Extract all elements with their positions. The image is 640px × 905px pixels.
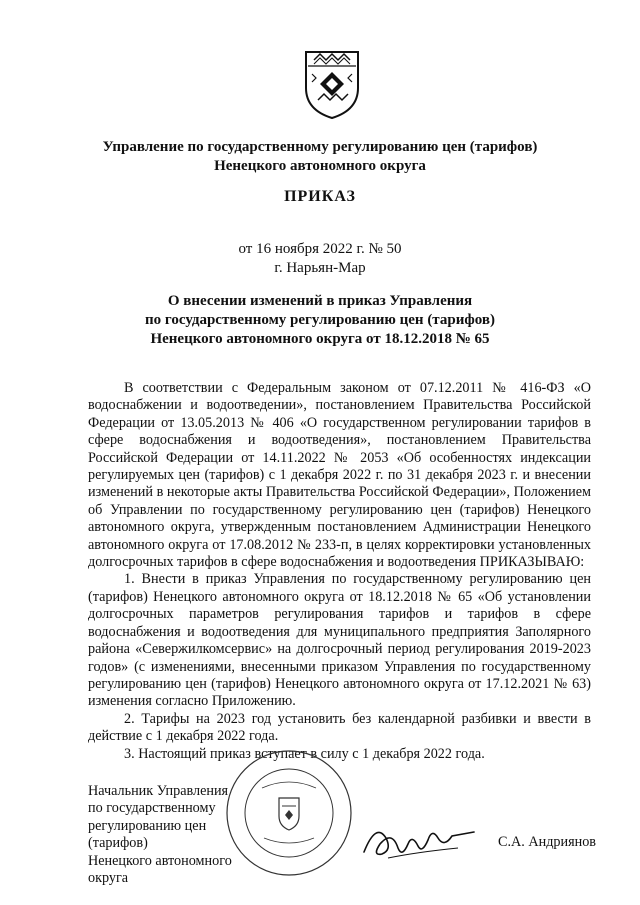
org-line-2: Ненецкого автономного округа	[214, 158, 426, 174]
date-and-place	[60, 240, 580, 278]
position-line-3: регулированию цен (тарифов)	[88, 817, 207, 852]
item-2-paragraph: 2. Тарифы на 2023 год установить без календарной разбивки и ввести в действие с 1 декабря 2022 года.	[88, 710, 591, 745]
org-line-1: Управление по государственному регулированию цен (тарифов)	[102, 139, 538, 155]
document-type: ПРИКАЗ	[284, 188, 356, 205]
position-line-2: по государственному	[88, 800, 216, 817]
coat-of-arms-icon	[300, 42, 364, 122]
item-3-paragraph: 3. Настоящий приказ вступает в силу с 1 декабря 2022 года.	[124, 745, 485, 762]
item-1-paragraph: 1. Внести в приказ Управления по государственному регулированию цен (тарифов) Ненецкого автономного округа от 18.12.2018 № 65 «Об установлении долгосрочных параметров регулирования тарифов и тарифов в сфере водоснабжения и водоотведения для муниципального предприятия Заполярного района «Севержилкомсервис» на долгосрочный период регулирования 2019-2023 годов» (с изменениями, внесенными приказом Управления по государственному регулированию цен (тарифов) Ненецкого автономного округа от 17.12.2021 № 63) изменения согласно Приложению.	[88, 571, 591, 710]
handwritten-signature	[358, 808, 478, 868]
order-subject	[60, 292, 580, 349]
position-line-1: Начальник Управления	[88, 783, 229, 799]
date-number: от 16 ноября 2022 г. № 50	[238, 241, 402, 257]
signatory-position	[88, 783, 268, 887]
subject-line-3: Ненецкого автономного округа от 18.12.2018 № 65	[150, 331, 490, 347]
city: г. Нарьян-Мар	[274, 260, 366, 276]
subject-line-1: О внесении изменений в приказ Управления	[167, 293, 473, 309]
order-body	[88, 380, 591, 763]
subject-line-2: по государственному регулированию цен (тарифов)	[145, 312, 495, 328]
signatory-name: С.А. Андриянов	[498, 834, 597, 850]
preamble-paragraph: В соответствии с Федеральным законом от 07.12.2011 № 416-ФЗ «О водоснабжении и водоотведении», постановлением Правительства Российской Федерации от 13.05.2013 № 406 «О государственном регулировании тарифов в сфере водоснабжения и водоотведения», постановлением Правительства Российской Федерации от 14.11.2022 № 2053 «Об особенностях индексации регулируемых цен (тарифов) с 1 декабря 2022 г. по 31 декабря 2023 г. и внесении изменений в некоторые акты Правительства Российской Федерации», Положением об Управлении по государственному регулированию цен (тарифов) Ненецкого автономного округа, утвержденным постановлением Администрации Ненецкого автономного округа от 17.08.2012 № 233-п, в целях корректировки установленных долгосрочных тарифов в сфере водоснабжения и водоотведения ПРИКАЗЫВАЮ:	[88, 380, 591, 571]
position-line-4: Ненецкого автономного округа	[88, 852, 232, 887]
organization-name	[60, 138, 580, 176]
